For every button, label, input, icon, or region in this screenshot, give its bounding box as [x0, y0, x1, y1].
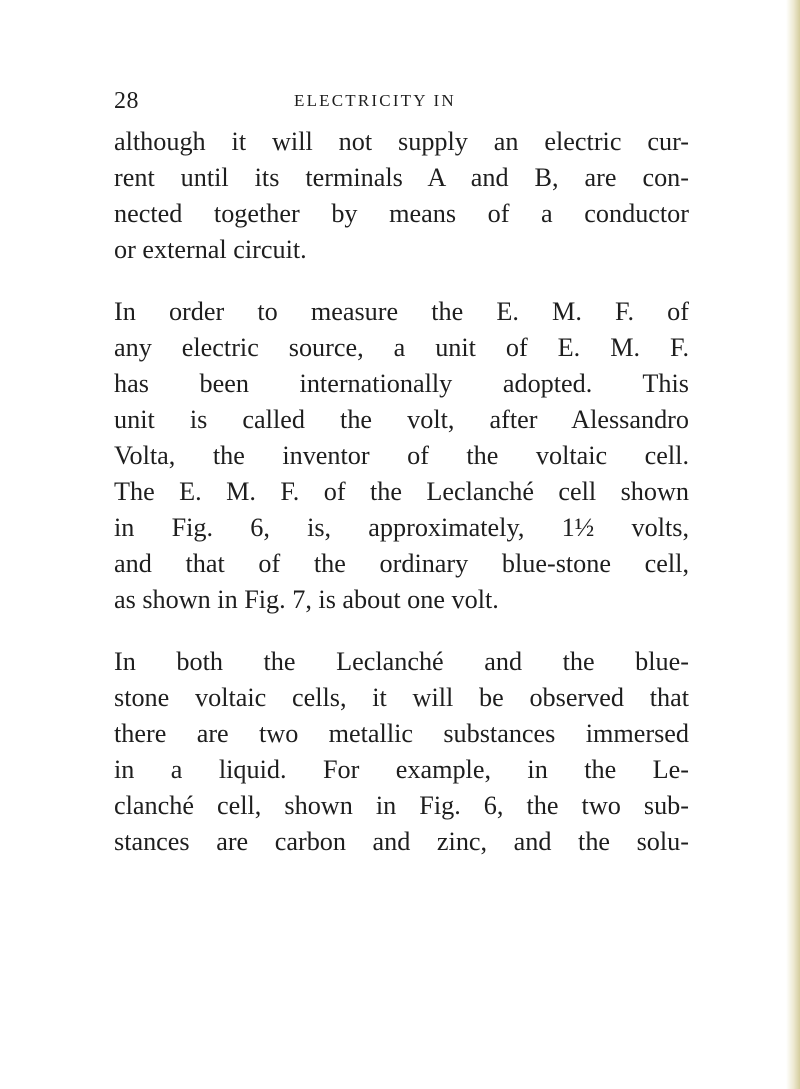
paragraph-2 — [114, 294, 689, 618]
text-line: although it will not supply an electric cur- — [114, 127, 689, 156]
paragraph-1 — [114, 124, 689, 268]
text-line: stances are carbon and zinc, and the solu- — [114, 827, 689, 856]
text-line: clanché cell, shown in Fig. 6, the two sub- — [114, 791, 689, 820]
paragraph-gap — [114, 618, 689, 644]
text-line: nected together by means of a conductor — [114, 199, 689, 228]
text-line: in Fig. 6, is, approximately, 1½ volts, — [114, 513, 689, 542]
text-line: The E. M. F. of the Leclanché cell shown — [114, 477, 689, 506]
text-line: rent until its terminals A and B, are con- — [114, 163, 689, 192]
page-edge-shadow — [786, 0, 800, 1089]
text-line: or external circuit. — [114, 235, 307, 264]
text-line: has been internationally adopted. This — [114, 369, 689, 398]
paragraph-3 — [114, 644, 689, 860]
paragraph-gap — [114, 268, 689, 294]
text-line: as shown in Fig. 7, is about one volt. — [114, 585, 499, 614]
text-line: In both the Leclanché and the blue- — [114, 647, 689, 676]
text-line: Volta, the inventor of the voltaic cell. — [114, 441, 689, 470]
text-line: and that of the ordinary blue-stone cell, — [114, 549, 689, 578]
page-number: 28 — [114, 88, 139, 114]
body-text — [114, 124, 689, 860]
text-line: in a liquid. For example, in the Le- — [114, 755, 689, 784]
text-line: there are two metallic substances immersed — [114, 719, 689, 748]
page-header — [114, 88, 689, 118]
text-line: stone voltaic cells, it will be observed that — [114, 683, 689, 712]
running-head: ELECTRICITY IN — [294, 91, 456, 110]
text-line: unit is called the volt, after Alessandro — [114, 405, 689, 434]
text-line: any electric source, a unit of E. M. F. — [114, 333, 689, 362]
text-line: In order to measure the E. M. F. of — [114, 297, 689, 326]
